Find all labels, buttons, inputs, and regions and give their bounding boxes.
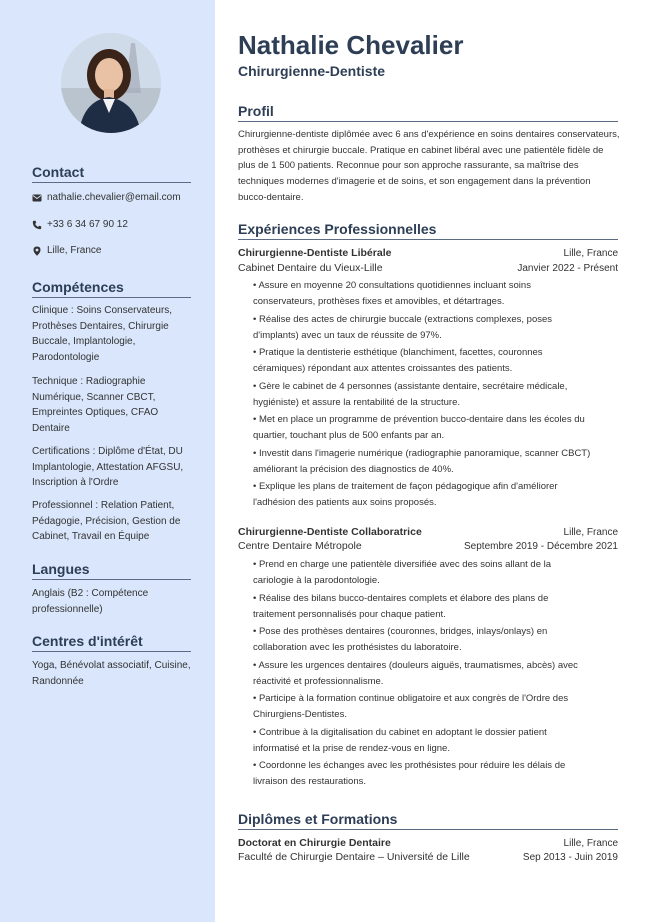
list-item: • Gère le cabinet de 4 personnes (assistante dentaire, secrétaire médicale, hygiéniste) et assure la rentabilité de la structure.	[253, 380, 568, 408]
contact-heading: Contact	[32, 164, 191, 183]
list-item: • Pratique la dentisterie esthétique (blanchiment, facettes, couronnes céramiques) répondant aux attentes croissantes des patients.	[253, 347, 543, 374]
list-item: • Explique les plans de traitement de façon pédagogique afin d'améliorer l'adhésion des patients aux soins proposés.	[253, 481, 558, 508]
job-location: Lille, France	[563, 527, 618, 538]
list-item: • Met en place un programme de prévention bucco-dentaire dans les écoles du quartier, touchant plus de 500 enfants par an.	[253, 414, 585, 441]
contact-email[interactable]	[32, 192, 197, 203]
sidebar	[0, 0, 215, 922]
degree-school: Faculté de Chirurgie Dentaire – Université de Lille	[238, 851, 470, 863]
skill-clinique: Clinique : Soins Conservateurs, Prothèses Dentaires, Chirurgie Buccale, Implantologie, Parodontologie	[32, 305, 173, 363]
degree-title: Doctorat en Chirurgie Dentaire	[238, 837, 391, 849]
profile-photo	[61, 33, 161, 133]
job-bullets	[253, 557, 593, 792]
email-text: nathalie.chevalier@email.com	[47, 192, 181, 203]
interests-heading: Centres d'intérêt	[32, 633, 191, 652]
main-content	[215, 0, 650, 922]
location-pin-icon	[32, 246, 42, 256]
list-item: • Coordonne les échanges avec les prothésistes pour réduire les délais de livraison des restaurations.	[253, 760, 566, 787]
profile-text: Chirurgienne-dentiste diplômée avec 6 ans d'expérience en soins dentaires conservateurs, prothèses et chirurgie buccale. Pratique en cabinet libéral avec une patientèle fidèle de plus de 1 500 patients. Reconnue pour son approche rassurante, sa maîtrise des techniques modernes d'imagerie et de soins, et son engagement dans la prévention bucco-dentaire.	[238, 129, 620, 203]
list-item: • Réalise des bilans bucco-dentaires complets et élabore des plans de traitement personnalisés pour chaque patient.	[253, 592, 549, 620]
person-name: Nathalie Chevalier	[238, 30, 464, 60]
job-bullets	[253, 278, 593, 513]
job-company: Centre Dentaire Métropole	[238, 540, 362, 552]
job-title: Chirurgienne-Dentiste Libérale	[238, 247, 392, 259]
phone-icon	[32, 220, 42, 230]
job-company: Cabinet Dentaire du Vieux-Lille	[238, 262, 383, 274]
job-location: Lille, France	[563, 248, 618, 259]
envelope-icon	[32, 193, 42, 203]
list-item: • Participe à la formation continue obligatoire et aux congrès de l'Ordre des Chirurgiens-Dentistes.	[253, 693, 569, 720]
education-heading: Diplômes et Formations	[238, 811, 618, 830]
skill-technique: Technique : Radiographie Numérique, Scanner CBCT, Empreintes Optiques, CFAO Dentaire	[32, 376, 159, 434]
interests-text: Yoga, Bénévolat associatif, Cuisine, Randonnée	[32, 660, 191, 687]
job-title: Chirurgienne-Dentiste Collaboratrice	[238, 526, 422, 538]
contact-phone[interactable]	[32, 219, 197, 230]
list-item: • Investit dans l'imagerie numérique (radiographie panoramique, scanner CBCT) améliorant la précision des diagnostics de 40%.	[253, 447, 591, 475]
job-dates: Septembre 2019 - Décembre 2021	[464, 541, 618, 552]
degree-location: Lille, France	[563, 838, 618, 849]
job-dates: Janvier 2022 - Présent	[517, 263, 618, 274]
list-item: • Assure en moyenne 20 consultations quotidiennes incluant soins conservateurs, prothèses fixes et amovibles, et détartrages.	[253, 280, 531, 307]
contact-location	[32, 245, 197, 256]
experience-heading: Expériences Professionnelles	[238, 221, 618, 240]
skill-certifications: Certifications : Diplôme d'État, DU Implantologie, Attestation AFGSU, Inscription à l'Ordre	[32, 446, 184, 488]
person-title: Chirurgienne-Dentiste	[238, 63, 386, 79]
languages-heading: Langues	[32, 561, 191, 580]
phone-text: +33 6 34 67 90 12	[47, 219, 128, 230]
list-item: • Contribue à la digitalisation du cabinet en adoptant le dossier patient informatisé et la prise de rendez-vous en ligne.	[253, 726, 547, 754]
list-item: • Pose des prothèses dentaires (couronnes, bridges, inlays/onlays) en collaboration avec les prothésistes du laboratoire.	[253, 626, 548, 653]
list-item: • Réalise des actes de chirurgie buccale (extractions complexes, poses d'implants) avec un taux de réussite de 97%.	[253, 313, 553, 341]
profile-heading: Profil	[238, 103, 618, 122]
skills-heading: Compétences	[32, 279, 191, 298]
skill-professionnel: Professionnel : Relation Patient, Pédagogie, Précision, Gestion de Cabinet, Travail en Équipe	[32, 500, 181, 542]
degree-dates: Sep 2013 - Juin 2019	[522, 852, 618, 863]
languages-text: Anglais (B2 : Compétence professionnelle)	[32, 588, 149, 615]
location-text: Lille, France	[47, 245, 102, 256]
list-item: • Prend en charge une patientèle diversifiée avec des soins allant de la cariologie à la parodontologie.	[253, 559, 552, 586]
list-item: • Assure les urgences dentaires (douleurs aiguës, traumatismes, abcès) avec réactivité et professionnalisme.	[253, 659, 578, 687]
